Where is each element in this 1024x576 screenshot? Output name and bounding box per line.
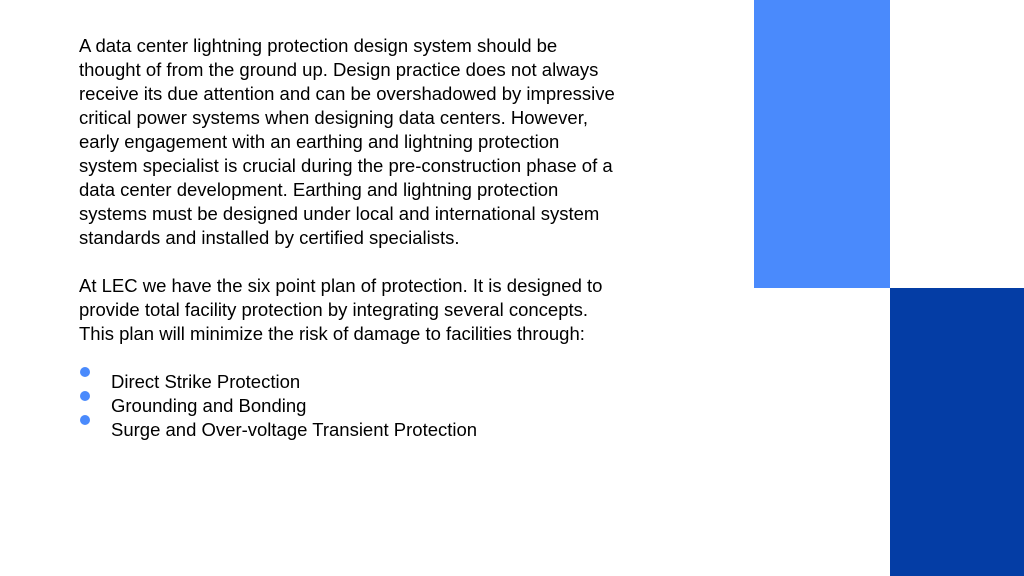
bullet-dot-icon	[80, 391, 90, 401]
list-item	[79, 418, 619, 442]
list-item	[79, 394, 619, 418]
bullet-dot-icon	[80, 367, 90, 377]
list-item	[79, 370, 619, 394]
intro-paragraph: A data center lightning protection design system should be thought of from the ground up. Design practice does not always receive its due attention and can be overshadowed by impressive critical power systems when designing data centers. However, early engagement with an earthing and lightning protection system specialist is crucial during the pre-construction phase of a data center development. Earthing and lightning protection systems must be designed under local and international system standards and installed by certified specialists.	[79, 35, 615, 248]
slide-body	[79, 34, 619, 442]
protection-list	[79, 370, 619, 442]
list-item-label: Grounding and Bonding	[111, 395, 307, 416]
list-item-label: Surge and Over-voltage Transient Protection	[111, 419, 478, 440]
list-item-label: Direct Strike Protection	[111, 371, 301, 392]
bullet-dot-icon	[80, 415, 90, 425]
decorative-block-light	[754, 0, 890, 288]
decorative-block-dark	[890, 288, 1024, 576]
plan-paragraph: At LEC we have the six point plan of protection. It is designed to provide total facility protection by integrating several concepts. This plan will minimize the risk of damage to facilities through:	[79, 275, 603, 344]
